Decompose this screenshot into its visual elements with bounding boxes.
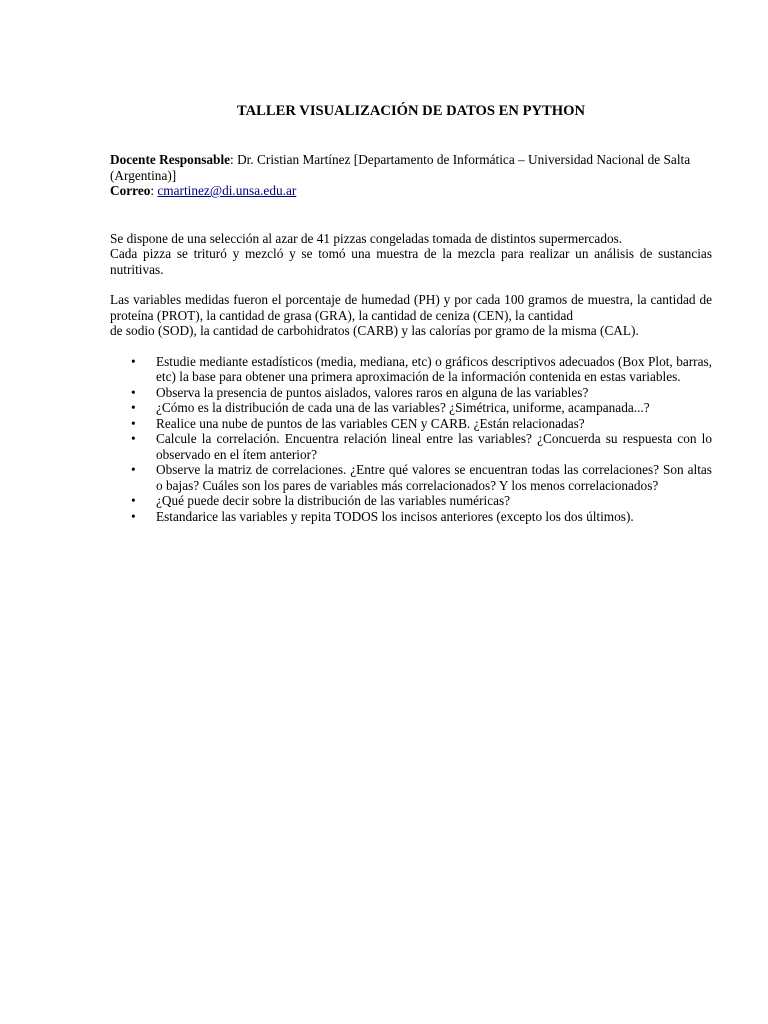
email-link[interactable]: cmartinez@di.unsa.edu.ar xyxy=(157,183,297,198)
bullet-icon: • xyxy=(131,508,136,524)
document-page xyxy=(110,101,712,524)
task-list xyxy=(110,354,712,525)
responsible-separator: : xyxy=(230,152,238,167)
list-item-text: Observe la matriz de correlaciones. ¿Entre qué valores se encuentran todas las correlaciones? Son altas o bajas? Cuáles son los pares de variables más correlacionados? Y los menos correlacionados? xyxy=(156,462,712,493)
bullet-icon: • xyxy=(131,415,136,431)
list-item xyxy=(110,385,712,401)
list-item-text: ¿Cómo es la distribución de cada una de las variables? ¿Simétrica, uniforme, acampanada...? xyxy=(156,400,650,415)
list-item xyxy=(110,462,712,493)
responsible-line xyxy=(110,152,712,183)
list-item-text: Realice una nube de puntos de las variables CEN y CARB. ¿Están relacionadas? xyxy=(156,415,585,431)
document-title: TALLER VISUALIZACIÓN DE DATOS EN PYTHON xyxy=(236,103,586,119)
list-item-text: Estandarice las variables y repita TODOS los incisos anteriores (excepto los dos últimos). xyxy=(156,508,634,524)
bullet-icon: • xyxy=(131,462,136,477)
list-item xyxy=(110,431,712,462)
list-item xyxy=(110,400,712,416)
list-item-text: Calcule la correlación. Encuentra relación lineal entre las variables? ¿Concuerda su respuesta con lo observado en el ítem anterior? xyxy=(156,431,712,462)
bullet-icon: • xyxy=(131,493,136,508)
list-item xyxy=(110,354,712,385)
bullet-icon: • xyxy=(131,431,136,446)
list-item xyxy=(110,493,712,509)
list-item xyxy=(110,416,712,432)
variables-paragraph-end: de sodio (SOD), la cantidad de carbohidratos (CARB) y las calorías por gramo de la misma (CAL). xyxy=(110,323,639,338)
bullet-icon: • xyxy=(131,353,136,369)
variables-paragraph: Las variables medidas fueron el porcentaje de humedad (PH) y por cada 100 gramos de muestra, la cantidad de proteína (PROT), la cantidad de grasa (GRA), la cantidad de ceniza (CEN), la cantidad xyxy=(110,292,712,323)
responsible-value: Dr. Cristian Martínez [Departamento de Informática – Universidad Nacional de Salta (Argentina)] xyxy=(110,152,691,183)
list-item xyxy=(110,509,712,525)
email-line xyxy=(110,183,712,199)
bullet-icon: • xyxy=(131,384,136,400)
list-item-text: Estudie mediante estadísticos (media, mediana, etc) o gráficos descriptivos adecuados (Box Plot, barras, etc) la base para obtener una primera aproximación de la información contenida en estas variables. xyxy=(156,353,712,384)
email-separator: : xyxy=(150,183,158,198)
list-item-text: Observa la presencia de puntos aislados, valores raros en alguna de las variables? xyxy=(156,384,589,400)
intro-line-1: Se dispone de una selección al azar de 41 pizzas congeladas tomada de distintos supermercados. xyxy=(110,230,623,246)
email-label: Correo xyxy=(110,183,151,198)
bullet-icon: • xyxy=(131,400,136,415)
intro-line-2: Cada pizza se trituró y mezcló y se tomó una muestra de la mezcla para realizar un análisis de sustancias nutritivas. xyxy=(110,246,712,277)
responsible-label: Docente Responsable xyxy=(110,152,231,167)
spacer xyxy=(110,277,712,292)
spacer xyxy=(110,199,712,231)
list-item-text: ¿Qué puede decir sobre la distribución de las variables numéricas? xyxy=(156,493,511,508)
